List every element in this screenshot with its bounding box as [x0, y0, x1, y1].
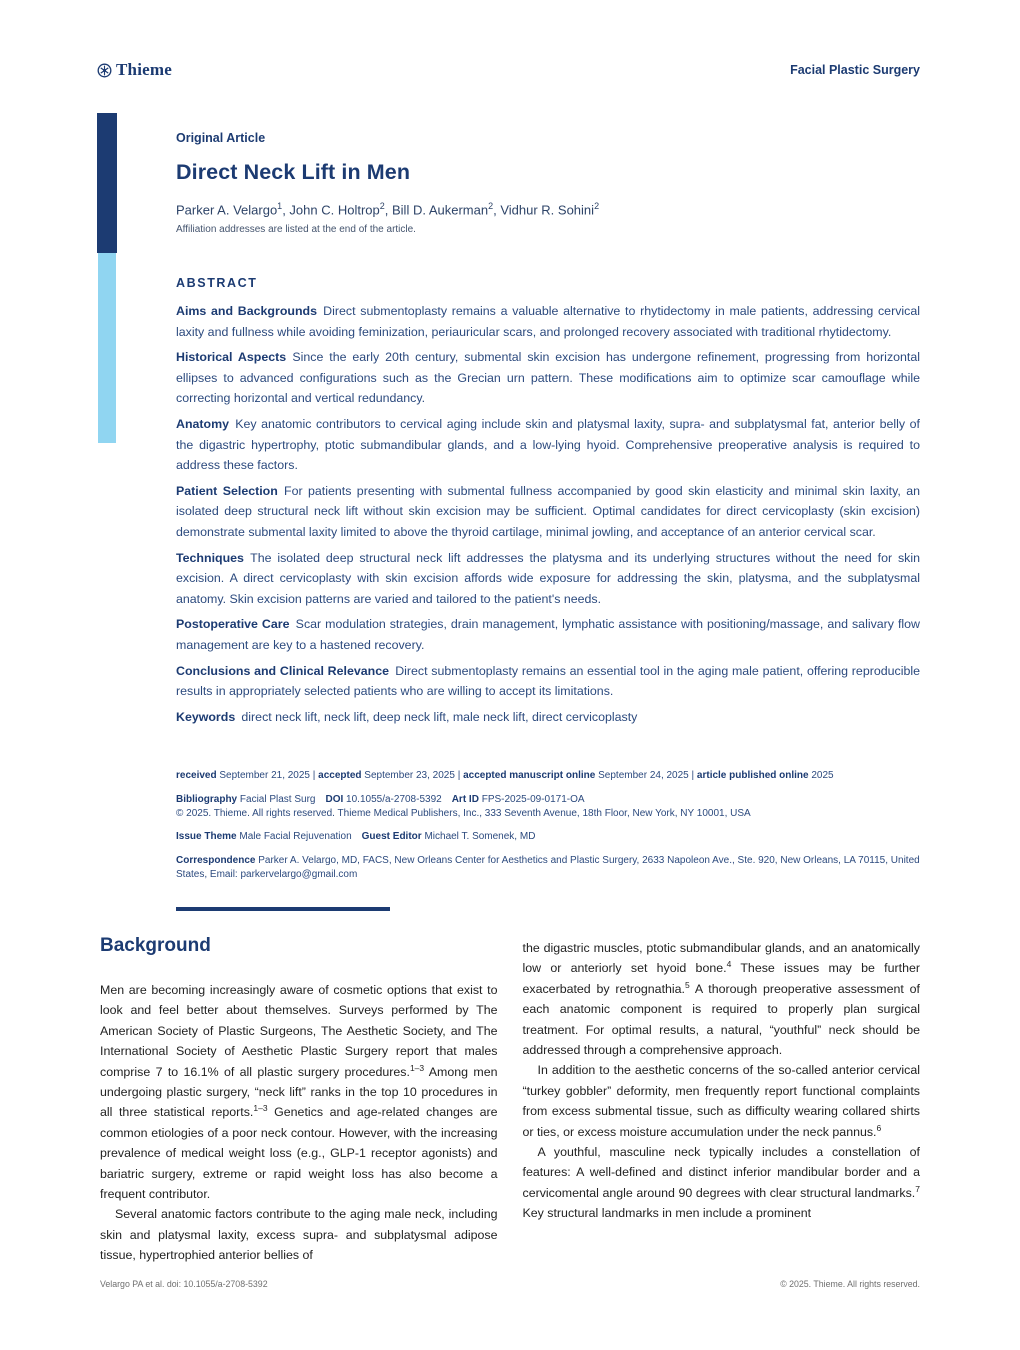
meta-line: Correspondence Parker A. Velargo, MD, FACS, New Orleans Center for Aesthetics and Plastic Surgery, 2633 Napoleon Ave., Ste. 920, New Orleans, LA 70115, United States, Email: parkervelargo@gmail.com	[176, 855, 920, 880]
abstract-section: Postoperative Care Scar modulation strategies, drain management, lymphatic assistance with positioning/massage, and salivary flow management are key to a hastened recovery.	[176, 617, 920, 652]
thieme-wordmark: Thieme	[116, 60, 172, 79]
abstract-section-label: Techniques	[176, 550, 244, 565]
meta-group	[176, 830, 920, 844]
abstract-heading: ABSTRACT	[176, 276, 258, 290]
abstract-section: Anatomy Key anatomic contributors to cervical aging include skin and platysmal laxity, supra- and subplatysmal fat, anterior belly of the digastric hypertrophy, ptotic submandibular glands, and a low-lying hyoid. Comprehensive preoperative analysis is required to address these factors.	[176, 416, 920, 473]
body-paragraph: A youthful, masculine neck typically includes a constellation of features: A well-defined and distinct inferior mandibular border and a cervicomental angle around 90 degrees with clear structural landmarks.$^7$ Key structural landmarks in men include a prominent	[522, 1145, 920, 1221]
abstract-section-label: Aims and Backgrounds	[176, 304, 317, 318]
body-paragraph: In addition to the aesthetic concerns of the so-called anterior cervical “turkey gobbler” deformity, men frequently report functional complaints from excess submental tissue, such as difficulty wearing collared shirts or ties, or excess moisture accumulation under the neck pannus.$^6$	[522, 1063, 920, 1139]
right-column-text	[523, 938, 921, 1224]
affiliation-note: Affiliation addresses are listed at the end of the article.	[176, 224, 416, 236]
abstract-section: Patient Selection For patients presenting with submental fullness accompanied by good skin elasticity and minimal skin laxity, an isolated deep structural neck lift without skin excision may be sufficient. Optimal candidates for direct cervicoplasty (skin excision) demonstrate submental laxity limited to above the thyroid cartilage, minimal jowling, and acceptance of an anterior cervical scar.	[176, 483, 920, 539]
abstract-section-label: Postoperative Care	[176, 617, 290, 632]
abstract-section: Techniques The isolated deep structural neck lift addresses the platysma and its underlying structures without the need for skin excision. A direct cervicoplasty with skin excision affords wide exposure for addressing the skin, platysma, and the subplatysmal anatomy. Skin excision patterns are varied and tailored to the patient's needs.	[176, 550, 920, 606]
body-paragraph: Men are becoming increasingly aware of cosmetic options that exist to look and feel better about themselves. Surveys performed by The American Society of Plastic Surgeons, The Aesthetic Society, and The International Society of Aesthetic Plastic Surgery report that males comprise 7 to 16.1% of all plastic surgery procedures.$^{1-3}$ Among men undergoing plastic surgery, “neck lift” ranks in the top 10 procedures in all three statistical reports.$^{1-3}$ Genetics and age-related changes are common etiologies of a poor neck contour. However, with the increasing prevalence of medical weight loss (e.g., GLP-1 receptor agonists) and bariatric surgery, extreme or rapid weight loss has also become a frequent contributor.	[100, 983, 498, 1202]
right-column	[523, 935, 921, 1266]
meta-line: Issue Theme Male Facial Rejuvenation Guest Editor Michael T. Somenek, MD	[176, 831, 536, 843]
journal-title: Facial Plastic Surgery	[790, 63, 920, 77]
left-column-text	[100, 980, 498, 1266]
body-columns	[100, 935, 920, 1266]
abstract-section-label: Keywords	[176, 709, 236, 724]
page-header	[97, 60, 920, 80]
footer-copyright: © 2025. Thieme. All rights reserved.	[780, 1279, 920, 1289]
body-paragraph: Several anatomic factors contribute to the aging male neck, including skin and platysmal laxity, excess supra- and subplatysmal adipose tissue, hypertrophied anterior bellies of	[100, 1207, 498, 1263]
meta-line: Bibliography Facial Plast Surg DOI 10.1055/a-2708-5392 Art ID FPS-2025-09-0171-OA	[176, 793, 585, 805]
article-title: Direct Neck Lift in Men	[176, 160, 411, 184]
body-paragraph: the digastric muscles, ptotic submandibular glands, and an anatomically low or anteriorly set hyoid bone.$^4$ These issues may be further exacerbated by retrognathia.$^5$ A thorough preoperative assessment of each anatomic component is required to properly plan surgical treatment. For optimal results, a natural, “youthful” neck should be addressed through a comprehensive approach.	[522, 941, 920, 1058]
abstract-section-label: Patient Selection	[176, 483, 278, 498]
abstract-section: Aims and Backgrounds Direct submentoplasty remains a valuable alternative to rhytidectomy in male patients, addressing cervical laxity and fullness while avoiding feminization, periauricular scars, and prolonged recovery associated with traditional rhytidectomy.	[176, 304, 920, 339]
title-block	[176, 131, 920, 235]
page-footer	[100, 1279, 920, 1289]
metadata-block	[176, 769, 920, 892]
section-rule	[176, 907, 390, 911]
meta-group	[176, 854, 920, 882]
left-column	[100, 935, 498, 1266]
abstract-section-label: Anatomy	[176, 416, 230, 431]
abstract-section: Historical Aspects Since the early 20th century, submental skin excision has undergone refinement, progressing from horizontal ellipses to advanced configurations such as the Grecian urn pattern. These modifications aim to optimize scar camouflage while correcting horizontal and vertical redundancy.	[176, 350, 921, 406]
accent-bar-dark	[97, 113, 117, 253]
abstract-block	[176, 276, 920, 732]
abstract-section-label: Historical Aspects	[176, 350, 287, 365]
abstract-sections	[176, 301, 920, 727]
accent-bar-light	[98, 253, 116, 443]
abstract-section: Keywords direct neck lift, neck lift, deep neck lift, male neck lift, direct cervicoplasty	[176, 709, 638, 724]
thieme-medallion-icon	[97, 63, 112, 78]
footer-citation: Velargo PA et al. doi: 10.1055/a-2708-5392	[100, 1279, 268, 1289]
abstract-section: Conclusions and Clinical Relevance Direct submentoplasty remains an essential tool in the aging male patient, offering reproducible results in appropriately selected patients who are willing to accept its limitations.	[176, 663, 920, 699]
meta-line: received September 21, 2025 | accepted September 23, 2025 | accepted manuscript online September 24, 2025 | article published online 2025	[176, 770, 834, 781]
authors-line: Parker A. Velargo$^1$, John C. Holtrop$^2$, Bill D. Aukerman$^2$, Vidhur R. Sohini$^2$	[176, 201, 600, 218]
background-heading: Background	[100, 935, 211, 956]
article-category: Original Article	[176, 131, 266, 145]
meta-group	[176, 793, 920, 821]
thieme-logo	[97, 60, 172, 80]
meta-line: © 2025. Thieme. All rights reserved. Thieme Medical Publishers, Inc., 333 Seventh Avenue, 18th Floor, New York, NY 10001, USA	[176, 807, 751, 819]
meta-group	[176, 769, 920, 783]
abstract-section-label: Conclusions and Clinical Relevance	[176, 663, 389, 678]
